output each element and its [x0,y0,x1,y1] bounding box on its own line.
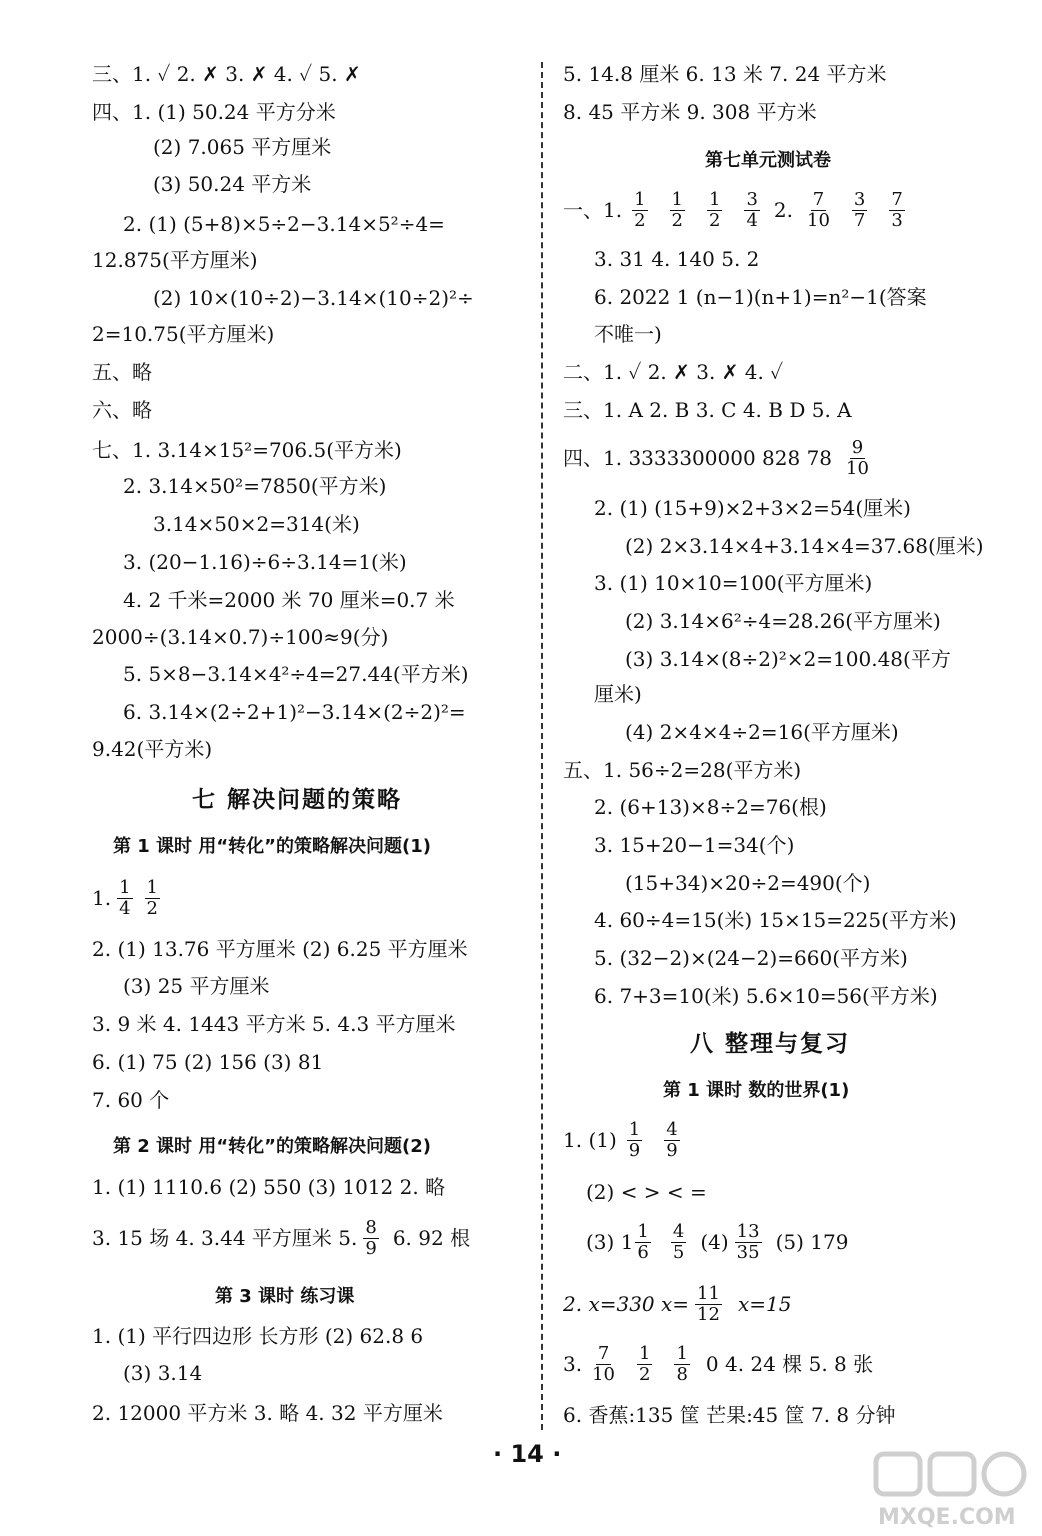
test-s4-q1-text: 四、1. 3333300000 828 78 [563,446,833,470]
unit8-q3-rest: 0 4. 24 棵 5. 8 张 [705,1352,874,1376]
section3-answers: 三、1. ✓ 2. ✗ 3. ✗ 4. ✓ 5. ✗ [92,62,361,86]
section4-q1-1: 四、1. (1) 50.24 平方分米 [92,100,336,124]
lesson1-q2: 2. (1) 13.76 平方厘米 (2) 6.25 平方厘米 [92,937,468,961]
lesson3-title: 第 3 课时 练习课 [215,1286,355,1307]
test-s5-q2: 2. (6+13)×8÷2=76(根) [594,795,827,819]
section5: 五、略 [92,360,152,384]
test-s3: 三、1. A 2. B 3. C 4. B D 5. A [563,398,852,422]
unit8-q3 [563,1338,873,1390]
test-s5-q3-b: (15+34)×20÷2=490(个) [625,871,871,895]
lesson1-title: 第 1 课时 用“转化”的策略解决问题(1) [113,836,431,857]
fraction: $\frac{1}{9}$ [628,1118,641,1161]
unit8-q1-3 [586,1216,848,1268]
fraction: $\frac{9}{10}$ [846,436,869,479]
test-s5-q5: 5. (32−2)×(24−2)=660(平方米) [594,946,908,970]
unit8-q2 [563,1278,791,1330]
lesson1-q1-label: 1. [92,886,112,910]
section4-q2-1-result: 12.875(平方厘米) [92,248,258,272]
section4-q1-2: (2) 7.065 平方厘米 [153,135,332,159]
fraction: $\frac{7}{3}$ [891,188,903,231]
section7-q2-b: 3.14×50×2=314(米) [153,512,360,536]
lesson1-q2-b: (3) 25 平方厘米 [123,974,270,998]
test-s4-q3-e: (4) 2×4×4÷2=16(平方厘米) [625,720,899,744]
test-s1-q3: 3. 31 4. 140 5. 2 [594,247,760,271]
lesson2-q3-text: 3. 15 场 4. 3.44 平方厘米 5. [92,1226,358,1250]
test-s1-q1 [563,184,911,236]
test-s4-q2: 2. (1) (15+9)×2+3×2=54(厘米) [594,496,911,520]
unit8-q2-text-b: x=15 [737,1292,792,1316]
fraction: $\frac{1}{2}$ [709,188,721,231]
fraction: $\frac{7}{10}$ [592,1342,615,1385]
column-divider [541,62,543,1430]
watermark-logo [872,1450,1032,1530]
fraction: $\frac{13}{35}$ [736,1220,760,1263]
fraction: $\frac{7}{10}$ [807,188,830,231]
test-s5-q3: 3. 15+20−1=34(个) [594,833,795,857]
unit8-q1-1 [563,1114,686,1166]
test-s1-q6: 6. 2022 1 (n−1)(n+1)=n²−1(答案 [594,285,927,309]
fraction: $\frac{1}{2}$ [639,1342,651,1385]
fraction: $\frac{3}{4}$ [746,188,758,231]
test-s5-q6: 6. 7+3=10(米) 5.6×10=56(平方米) [594,984,938,1008]
lesson1-q7: 7. 60 个 [92,1088,170,1112]
fraction: $\frac{1}{2}$ [146,876,158,919]
lesson3-q1: 1. (1) 平行四边形 长方形 (2) 62.8 6 [92,1324,424,1348]
right-line-1: 5. 14.8 厘米 6. 13 米 7. 24 平方米 [563,62,887,86]
section7-q6-b: 9.42(平方米) [92,737,213,761]
unit8-q1-5: (5) 179 [775,1230,849,1254]
test-s4-q1 [563,432,875,484]
lesson1-q3: 3. 9 米 4. 1443 平方米 5. 4.3 平方厘米 [92,1012,456,1036]
lesson2-title: 第 2 课时 用“转化”的策略解决问题(2) [113,1136,431,1157]
section7-q4: 4. 2 千米=2000 米 70 厘米=0.7 米 [123,588,455,612]
lesson3-q2: 2. 12000 平方米 3. 略 4. 32 平方厘米 [92,1401,443,1425]
section4-q2-2: (2) 10×(10÷2)−3.14×(10÷2)²÷ [153,286,474,310]
fraction: $\frac{4}{9}$ [666,1118,678,1161]
test-s1-q6-b: 不唯一) [594,322,662,346]
unit8-q1-4-label: (4) [700,1230,729,1254]
lesson2-q6-text: 6. 92 根 [392,1226,471,1250]
fraction: $\frac{4}{5}$ [672,1220,685,1263]
unit8-q1-3-label: (3) 1 [586,1230,634,1254]
lesson1-q6: 6. (1) 75 (2) 156 (3) 81 [92,1050,324,1074]
unit7-title: 七 解决问题的策略 [192,787,403,813]
section7-q2: 2. 3.14×50²=7850(平方米) [123,474,387,498]
fraction: $\frac{1}{8}$ [676,1342,688,1385]
test-s5-q4: 4. 60÷4=15(米) 15×15=225(平方米) [594,908,957,932]
lesson2-q3 [92,1212,470,1264]
section7-q6: 6. 3.14×(2÷2+1)²−3.14×(2÷2)²= [123,700,466,724]
fraction: $\frac{11}{12}$ [697,1282,720,1325]
section7-q5: 5. 5×8−3.14×4²÷4=27.44(平方米) [123,662,469,686]
test-s4-q3-b: (2) 3.14×6²÷4=28.26(平方厘米) [625,609,941,633]
section4-q2-1: 2. (1) (5+8)×5÷2−3.14×5²÷4= [123,212,445,236]
test-s4-q2-b: (2) 2×3.14×4+3.14×4=37.68(厘米) [625,534,984,558]
unit8-q2-text: 2. x=330 x= [563,1292,690,1316]
page-number: · 14 · [493,1440,562,1468]
fraction: $\frac{1}{6}$ [637,1220,649,1263]
test-s4-q3-c: (3) 3.14×(8÷2)²×2=100.48(平方 [625,647,951,671]
fraction: $\frac{1}{2}$ [671,188,683,231]
lesson3-q1-b: (3) 3.14 [123,1361,203,1385]
section7-q3: 3. (20−1.16)÷6÷3.14=1(米) [123,550,407,574]
unit8-q3-label: 3. [563,1352,583,1376]
unit8-title: 八 整理与复习 [690,1031,851,1057]
lesson2-q1: 1. (1) 1110.6 (2) 550 (3) 1012 2. 略 [92,1175,446,1199]
unit8-q1-label: 1. (1) [563,1128,617,1152]
test-s2: 二、1. ✓ 2. ✗ 3. ✗ 4. ✓ [563,360,784,384]
section4-q1-3: (3) 50.24 平方米 [153,172,312,196]
fraction: $\frac{1}{4}$ [119,876,131,919]
test-s1-label: 一、1. [563,198,623,222]
unit8-q6: 6. 香蕉:135 筐 芒果:45 筐 7. 8 分钟 [563,1403,896,1427]
section6: 六、略 [92,398,152,422]
unit7-test-title: 第七单元测试卷 [705,150,831,171]
section7-q1: 七、1. 3.14×15²=706.5(平方米) [92,438,402,462]
right-line-2: 8. 45 平方米 9. 308 平方米 [563,100,817,124]
test-s1-q2-label: 2. [773,198,793,222]
fraction: $\frac{3}{7}$ [853,188,866,231]
watermark-text: MXQE.COM [878,1505,1016,1530]
section7-q4-b: 2000÷(3.14×0.7)÷100≈9(分) [92,625,389,649]
section4-q2-2-result: 2=10.75(平方厘米) [92,322,275,346]
test-s5-q1: 五、1. 56÷2=28(平方米) [563,758,802,782]
test-s4-q3-d: 厘米) [594,682,642,706]
unit8-lesson1-title: 第 1 课时 数的世界(1) [663,1080,850,1101]
fraction: $\frac{8}{9}$ [365,1216,377,1259]
test-s4-q3: 3. (1) 10×10=100(平方厘米) [594,571,873,595]
fraction: $\frac{1}{2}$ [634,188,646,231]
lesson1-q1 [92,872,166,924]
unit8-q1-2: (2) < > < = [586,1180,707,1204]
